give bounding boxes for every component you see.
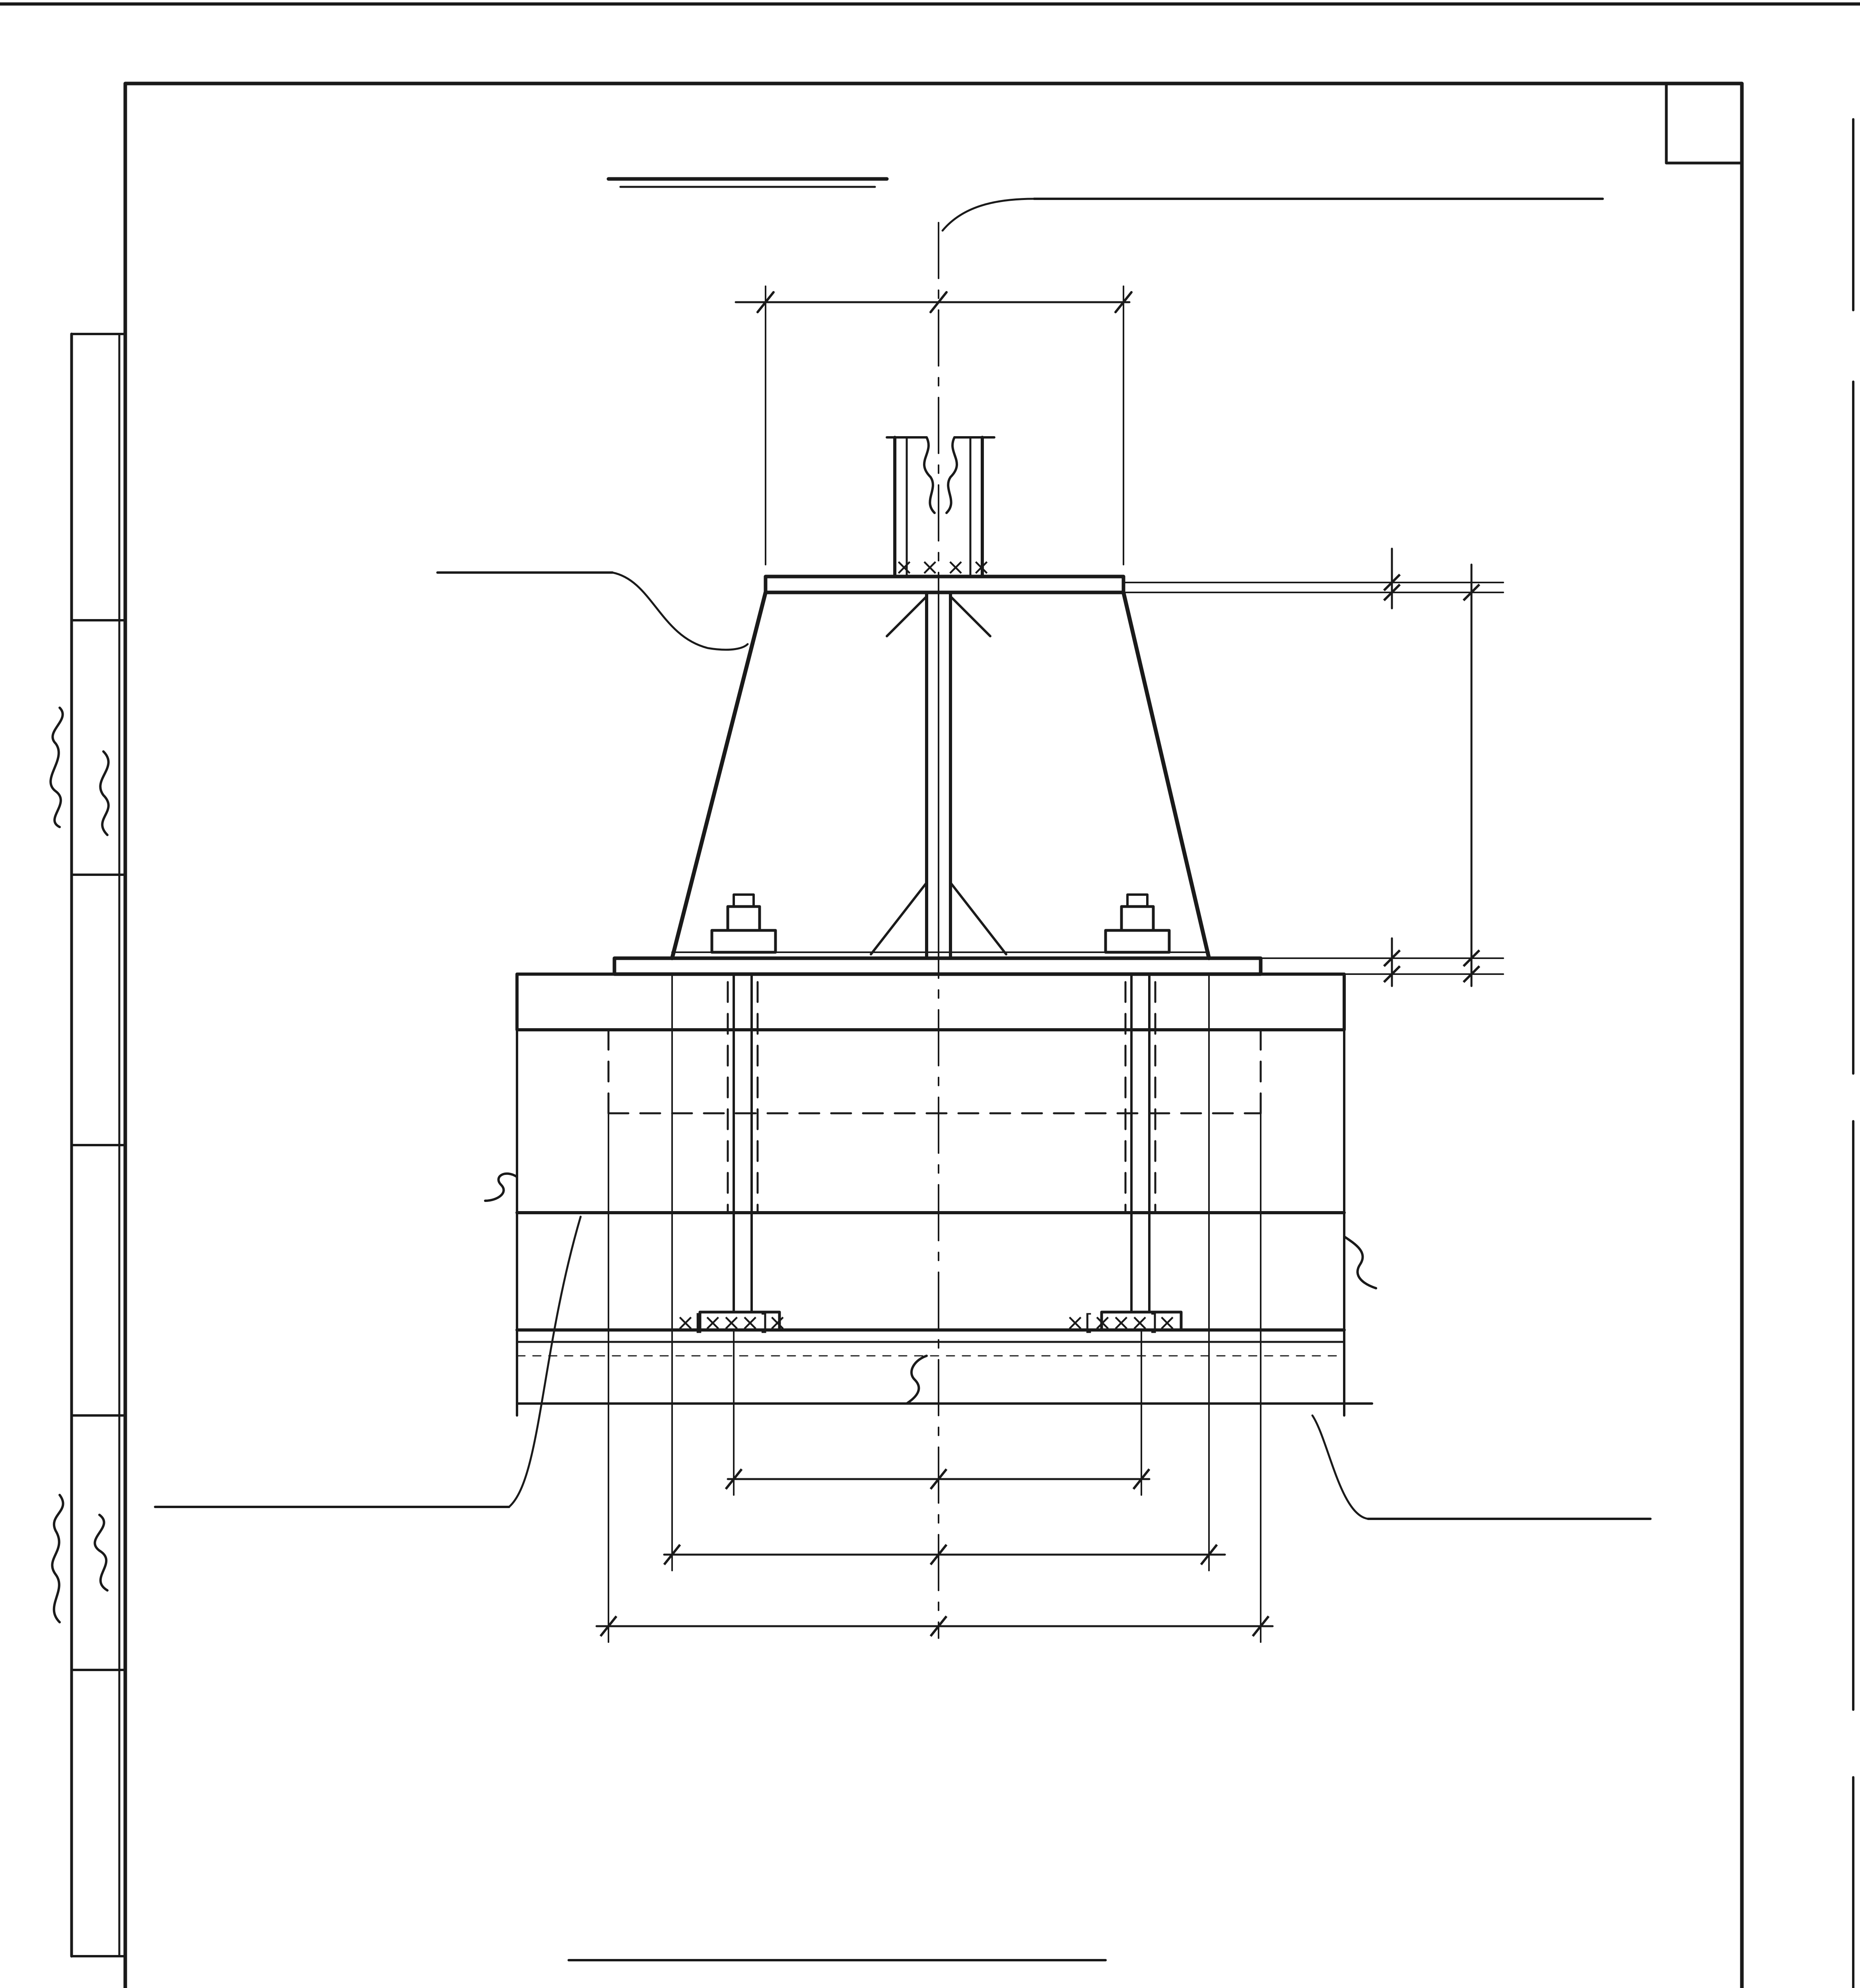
dim-right-group: [1125, 549, 1503, 986]
svg-text:× × × ×: × × × ×: [895, 554, 991, 580]
signature-3: [51, 708, 62, 827]
support-op2: [614, 577, 1261, 974]
sheet-number-box: [1666, 83, 1742, 163]
signature-2: [95, 1515, 107, 1590]
svg-text:×[×××]×: ×[×××]×: [676, 1310, 787, 1336]
op2-label-group: [437, 573, 748, 650]
anchor-nut-right: [1106, 895, 1169, 952]
svg-text:×[×××]×: ×[×××]×: [1066, 1310, 1177, 1336]
floor-slab: [485, 974, 1376, 1415]
anchor-nut-left: [712, 895, 775, 952]
side-stamp: [51, 334, 125, 1956]
conveyor-post: [887, 437, 994, 580]
signature-1: [52, 1495, 63, 1622]
axis-label-group: [943, 199, 1603, 231]
section-title-group: [608, 179, 887, 187]
signature-4: [100, 751, 109, 835]
dim-top-group: [736, 286, 1131, 565]
see-issue-group: [1312, 1415, 1650, 1519]
dim-bottom-group: [597, 974, 1273, 1642]
